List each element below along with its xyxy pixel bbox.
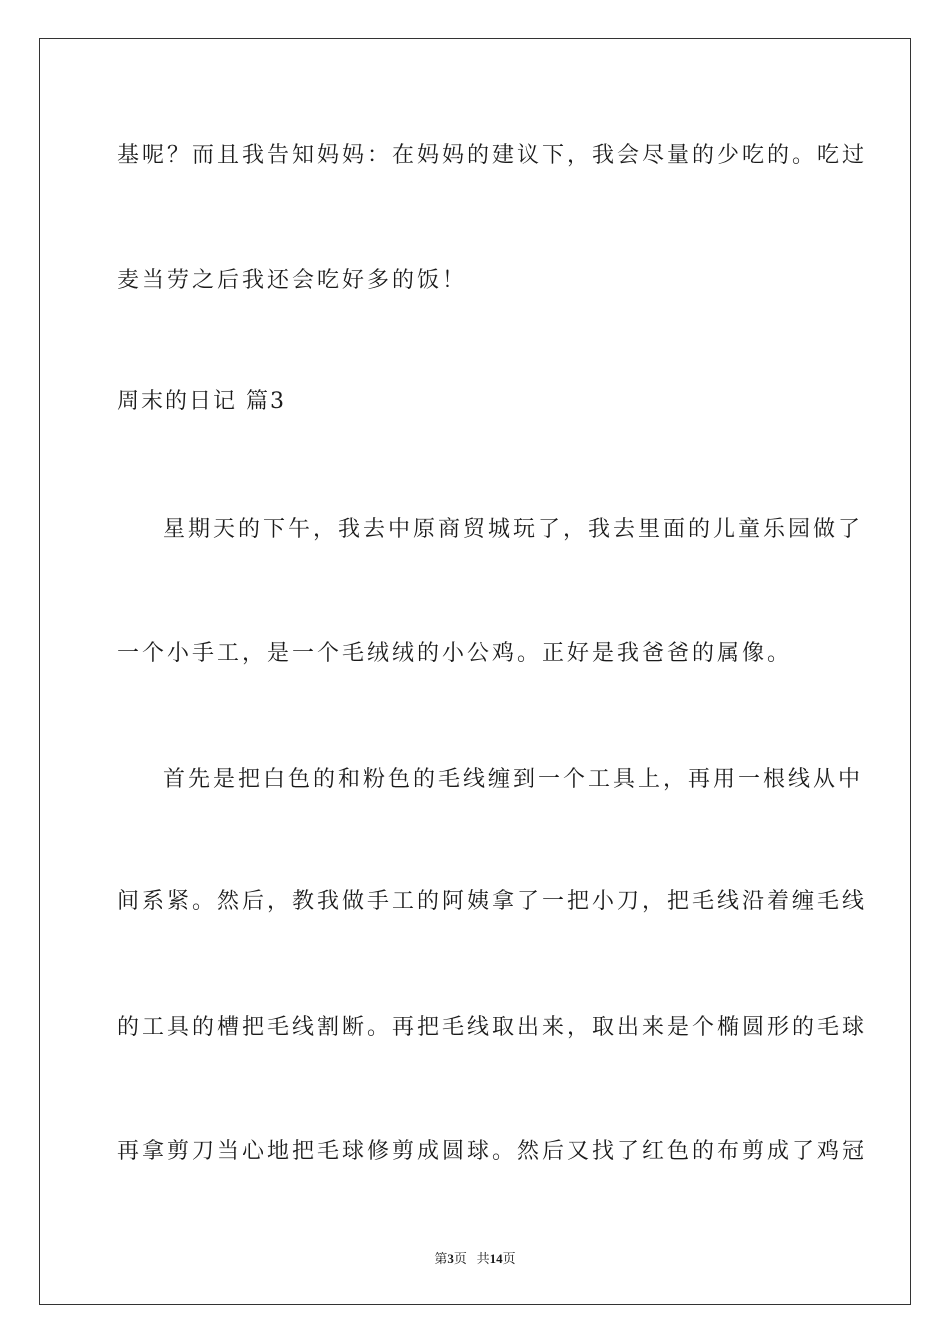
section-heading: 周末的日记 篇3 bbox=[117, 389, 286, 414]
page-prefix: 第 bbox=[434, 1251, 448, 1266]
page-border bbox=[39, 38, 911, 1305]
text-line-4: 一个小手工，是一个毛绒绒的小公鸡。正好是我爸爸的属像。 bbox=[117, 641, 793, 666]
page-current: 3 bbox=[447, 1251, 454, 1266]
text-line-6: 间系紧。然后，教我做手工的阿姨拿了一把小刀，把毛线沿着缠毛线 bbox=[117, 889, 868, 914]
total-suffix: 页 bbox=[502, 1251, 516, 1266]
page-suffix: 页 bbox=[453, 1251, 467, 1266]
page-footer bbox=[0, 1248, 950, 1267]
page-total: 14 bbox=[489, 1251, 503, 1266]
text-line-1: 基呢？而且我告知妈妈：在妈妈的建议下，我会尽量的少吃的。吃过 bbox=[117, 143, 868, 168]
total-prefix: 共 bbox=[476, 1251, 490, 1266]
text-line-7: 的工具的槽把毛线割断。再把毛线取出来，取出来是个椭圆形的毛球 bbox=[117, 1015, 868, 1040]
text-line-2: 麦当劳之后我还会吃好多的饭！ bbox=[117, 268, 468, 293]
text-line-5: 首先是把白色的和粉色的毛线缠到一个工具上，再用一根线从中 bbox=[163, 767, 864, 792]
text-line-3: 星期天的下午，我去中原商贸城玩了，我去里面的儿童乐园做了 bbox=[163, 517, 864, 542]
text-line-8: 再拿剪刀当心地把毛球修剪成圆球。然后又找了红色的布剪成了鸡冠 bbox=[117, 1139, 868, 1164]
